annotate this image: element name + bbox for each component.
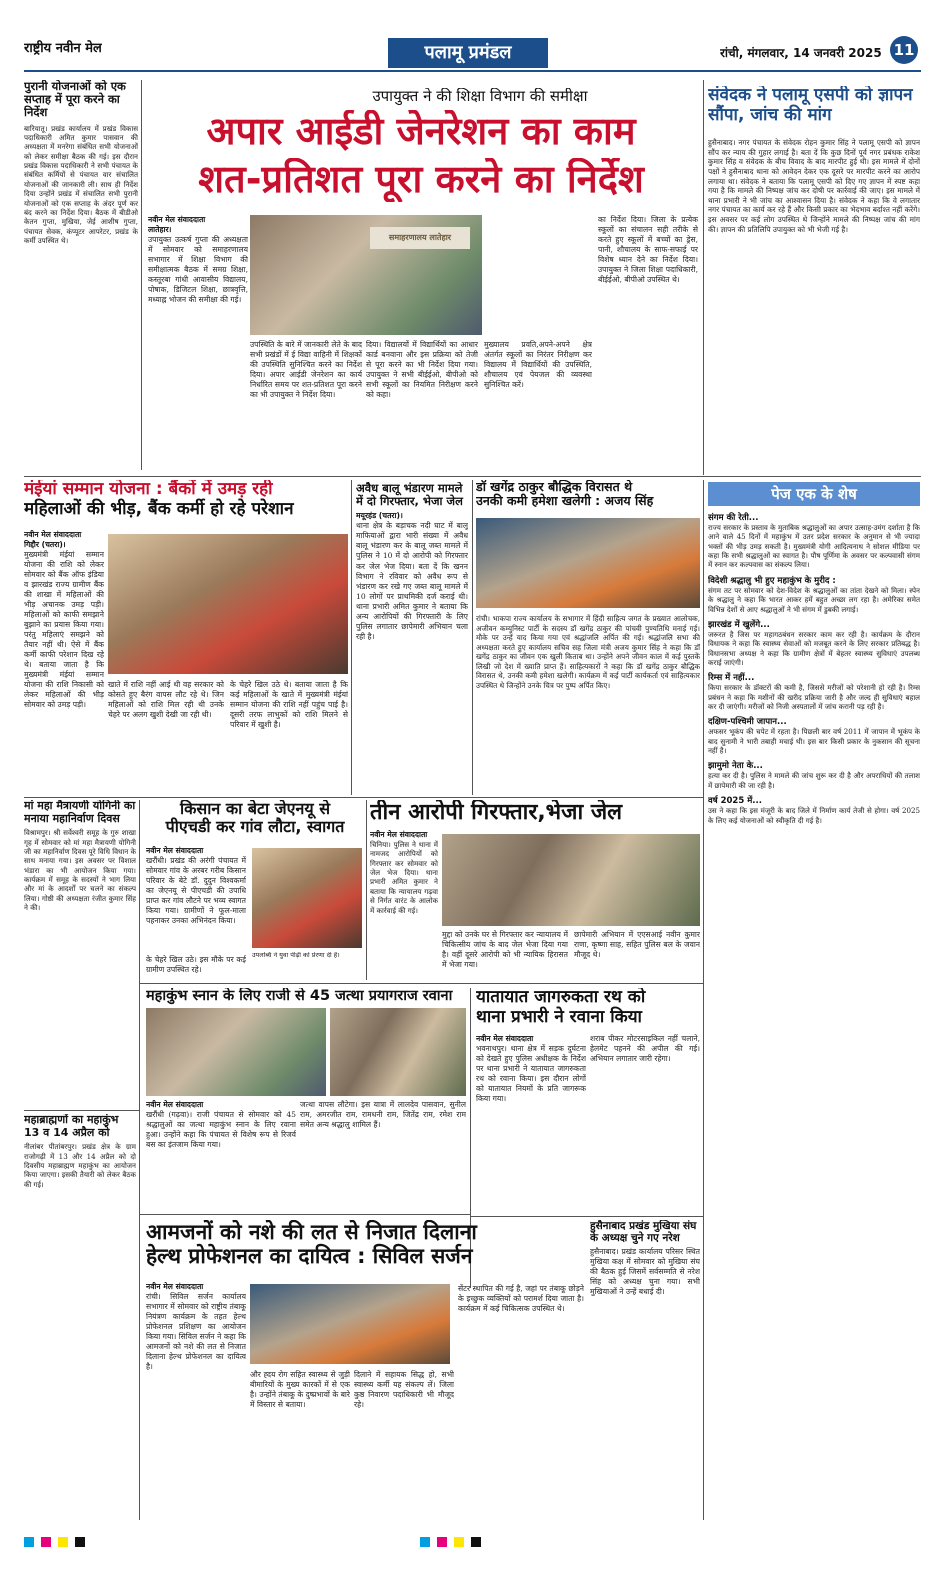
sidebar-item-body: उस ने कहा कि इस मंजूरी के बाद जिले में निर्माण कार्य तेजी से होगा। वर्ष 2025 के लिए कई योजनाओं को स्वीकृति दी गई है।: [708, 806, 920, 825]
matri-body: विश्रामपुर। श्री सर्वेश्वरी समूह के गुरु शाखा गृह में सोमवार को मां महा मैत्रायणी योगिनी जी का महानिर्वाण दिवस पूरे विधि विधान के साथ मनाया गया। इस अवसर पर विशाल भंडारा का भी आयोजन किया गया। कार्यक्रम में समूह के सदस्यों ने भाग लिया और मां के आदर्शों पर चलने का संकल्प लिया। गोष्ठी की अध्यक्षता रंजीत कुमार सिंह ने की।: [24, 828, 136, 913]
row-divider: [24, 797, 703, 798]
sidebar-item-body: हत्या कर दी है। पुलिस ने मामले की जांच शुरू कर दी है और अपराधियों की तलाश में छापेमारी की जा रही है।: [708, 771, 920, 790]
khagendra-body: रांची। भाकपा राज्य कार्यालय के सभागार में हिंदी साहित्य जगत के प्रख्यात आलोचक, अजीवन कम्युनिस्ट पार्टी के सदस्य डॉ खगेंद्र ठाकुर की पांचवी पुण्यतिथि मनाई गई। मौके पर उन्हें याद किया गया एवं श्रद्धांजलि अर्पित की गई। श्रद्धांजलि सभा की अध्यक्षता करते हुए कार्यालय सचिव सह जिला मंत्री अजय कुमार सिंह ने कहा कि डॉ खगेंद्र ठाकुर का जीवन एक खुली किताब था। उन्होंने अपने जीवन काल में कई पुस्तकें लिखी जो देश में ख्याति प्राप्त हैं। साहित्यकारों ने कहा कि डॉ खगेंद्र ठाकुर बौद्धिक विरासत थे, उनकी कमी हमेशा खलेगी। कार्यक्रम में कई पार्टी कार्यकर्ता एवं साहित्यकार उपस्थित थे जिन्होंने उनके चित्र पर पुष्प अर्पित किए।: [476, 614, 700, 690]
sidebar-item-title: झारखंड में खुलेंगे...: [708, 619, 770, 630]
road-headline-1: यातायात जागरुकता रथ को: [476, 988, 646, 1007]
maiyan-headline-1: मंईयां सम्मान योजना : बैंकों में उमड़ रही: [24, 480, 273, 499]
lead-kicker: उपायुक्त ने की शिक्षा विभाग की समीक्षा: [372, 88, 588, 105]
kisan-caption: उपलब्धि ने युवा पीढ़ी को प्रेरणा दी है।: [252, 952, 340, 959]
color-swatch-black: [471, 1537, 481, 1547]
kisan-photo: [252, 848, 362, 948]
road-body: भवनाथपुर। थाना क्षेत्र में सड़क दुर्घटना को देखते हुए पुलिस अधीक्षक के निर्देश पर थाना प्रभारी ने यातायात जागरुकता रथ को रवाना किया। इस दौरान लोगों को यातायात नियमों के प्रति जागरूक किया गया।: [476, 1044, 586, 1104]
maiyan-headline-2: महिलाओं की भीड़, बैंक कर्मी हो रहे परेशान: [24, 498, 294, 519]
khagendra-photo: [476, 518, 700, 608]
column-divider: [472, 480, 473, 795]
arrest-body-2: मुद्दा को उनके घर से गिरफ्तार कर न्यायालय में चिकित्सीय जांच के बाद जेल भेजा दिया गया है। वहीं दूसरे आरोपी को भी न्यायिक हिरासत में भेजा गया।: [442, 930, 568, 970]
sidebar-item-title: रिम्स में नहीं...: [708, 673, 755, 684]
husainabad-story: [590, 1220, 700, 1518]
arrest-byline: नवीन मेल संवाददाता: [370, 830, 428, 839]
sidebar-item-title: संगम की रेती...: [708, 513, 759, 523]
sand-dateline: मयूरहंड (चतरा)।: [356, 511, 403, 521]
sidebar-item: [708, 795, 920, 825]
lead-photo: [250, 215, 482, 335]
maiyan-dateline: गिद्दौर (चतरा)।: [24, 540, 66, 549]
sidebar-heading: पेज एक के शेष: [708, 482, 920, 506]
color-swatch-magenta: [437, 1537, 447, 1547]
color-swatch-black: [75, 1537, 85, 1547]
lead-col-1: [148, 215, 248, 470]
civil-body-3: दिलाने में सहायक सिद्ध हो, सभी स्वास्थ्य कर्मी यह संकल्प लें। जिला कुष्ठ निवारण पदाधिकारी भी मौजूद रहे।: [354, 1370, 454, 1410]
sidebar-item-body: किया सरकार के डॉक्टरों की कमी है, जिससे मरीजों को परेशानी हो रही है। रिम्स प्रबंधन ने कहा कि मशीनों की खरीद प्रक्रिया जारी है और जल्द ही सुविधाएं बहाल कर दी जाएंगी। मरीजों को निजी अस्पतालों में जांच करानी पड़ रही है।: [708, 683, 920, 712]
page-dateline: रांची, मंगलवार, 14 जनवरी 2025: [720, 46, 882, 60]
arrest-body-3: छापेमारी अभियान में एएसआई नवीन कुमार राणा, कृष्णा साह, सहित पुलिस बल के जवान मौजूद थे।: [574, 930, 700, 960]
sidebar-item-title: वर्ष 2025 में...: [708, 796, 762, 807]
lead-body-1: उपायुक्त उत्कर्ष गुप्ता की अध्यक्षता में सोमवार को समाहरणालय सभागार में शिक्षा विभाग की समीक्षात्मक बैठक में समग्र शिक्षा, कस्तूरबा गांधी आवासीय विद्यालय, पोषाक, डिजिटल शिक्षा, छात्रवृत्ति, मध्याह्न भोजन की समीक्षा की गई।: [148, 235, 248, 305]
kisan-headline-1: किसान का बेटा जेएनयू से: [179, 800, 331, 818]
color-swatch-yellow: [58, 1537, 68, 1547]
road-body-2: शराब पीकर मोटरसाइकिल नहीं चलाने, हेलमेट पहनने की अपील की गई। अभियान लगातार जारी रहेगा।: [590, 1034, 700, 1064]
row-divider: [24, 1110, 139, 1111]
row-divider: [140, 983, 703, 984]
kisan-byline: नवीन मेल संवाददाता: [146, 846, 204, 855]
lead-body-5: का निर्देश दिया। जिला के प्रत्येक स्कूलों का संचालन सही तरीके से करते हुए स्कूलों में बच्चों का ड्रेस, पानी, शौचालय के साफ-सफाई पर विशेष ध्यान देने का निर्देश दिया। उपायुक्त ने जिला शिक्षा पदाधिकारी, बीईईओ, बीपीओ उपस्थित थे।: [598, 215, 698, 285]
sidebar-item-title: दक्षिण-पश्चिमी जापान...: [708, 717, 787, 728]
row-divider: [140, 1214, 470, 1215]
kisan-body-2: के चेहरे खिल उठे। इस मौके पर कई ग्रामीण उपस्थित रहे।: [146, 955, 246, 975]
sidebar-item-body: राज्य सरकार के प्रस्ताव के मुताबिक श्रद्धालुओं का अपार उत्साह-उमंग दर्शाता है कि आने वाले 45 दिनों में महाकुंभ में उतर प्रदेश सरकार के अनुमान से भी ज्यादा भक्तों की भीड़ उमड़ सकती है। मुख्यमंत्री योगी आदित्यनाथ ने सोशल मीडिया पर कहा कि सभी श्रद्धालुओं का स्वागत है। पौष पूर्णिमा के अवसर पर कल्पवासी संगम में स्नान कर कल्पवास का संकल्प लिया।: [708, 523, 920, 570]
maiyan-story-headline: [24, 480, 364, 519]
maiyan-body-3: के चेहरे खिल उठे थे। बताया जाता है कि कई महिलाओं के खाते में मुख्यमंत्री मंईयां सम्मान योजना की राशि नहीं पहुंच पाई है। दूसरी तरफ लाभुकों को राशि मिलने से परिवार में खुशी है।: [230, 680, 348, 730]
column-divider: [141, 80, 142, 470]
mahabrahman-body: नीलांबर पीतांबरपुर। प्रखंड क्षेत्र के ग्राम राजोगढ़ी में 13 और 14 अप्रैल को दो दिवसीय महाब्राह्मण महाकुंभ का आयोजन किया जाएगा। इसकी तैयारी को लेकर बैठक की गई।: [24, 1142, 136, 1189]
left-story-body: बारियातू। प्रखंड कार्यालय में प्रखंड विकास पदाधिकारी अमित कुमार पासवान की अध्यक्षता में मनरेगा संबंधित सभी योजनाओं को लेकर समीक्षा बैठक की गई। इस दौरान प्रखंड विकास पदाधिकारी ने सभी पंचायत के संबंधित कर्मियों से पंचायत वार संचालित योजनाओं की जानकारी ली। साथ ही निर्देश दिया उन्होंने प्रखंड में संचालित सभी पुरानी योजनाओं को एक सप्ताह के अंदर पूर्ण कर बंद करने का निर्देश दिया। बैठक में बीडीओ केतन गुप्ता, मुखिया, जेई आशीष गुप्ता, पंचायत सेवक, कंप्यूटर आपरेटर, प्रखंड के कर्मी उपस्थित थे।: [24, 123, 138, 245]
lead-body-2: उपस्थिति के बारे में जानकारी लेते के बाद सभी प्रखंडों में ई विद्या वाहिनी में शिक्षकों की उपस्थिति सुनिश्चित करने का निर्देश दिया। अपार आईडी जेनरेशन का कार्य निर्धारित समय पर शत-प्रतिशत पूरा करने का भी उपायुक्त ने निर्देश दिया।: [250, 340, 362, 400]
kisan-body: खरौंधी। प्रखंड की अरंगी पंचायत में सोमवार गांव के अरबर गरीब किसान परिवार के बेटे डॉ. दुदुन विश्वकर्मा का जेएनयू से पीएचडी की उपाधि प्राप्त कर गांव लौटने पर भव्य स्वागत किया गया। ग्रामीणों ने फूल-माला पहनाकर उनका अभिनंदन किया।: [146, 856, 246, 926]
sidebar-item: [708, 575, 920, 614]
civil-body-4: सेंटर स्थापित की गई है, जहां पर तंबाकू छोड़ने के इच्छुक व्यक्तियों को परामर्श दिया जाता है। कार्यक्रम में कई चिकित्सक उपस्थित थे।: [458, 1284, 584, 1314]
kisan-story-headline: [150, 800, 360, 837]
husainabad-headline: हुसैनाबाद प्रखंड मुखिया संघ के अध्यक्ष चुने गए नरेश: [590, 1220, 697, 1245]
civil-headline-1: आमजनों को नशे की लत से निजात दिलाना: [146, 1220, 477, 1244]
lead-byline: नवीन मेल संवाददाता: [148, 215, 206, 224]
kumbh-headline: महाकुंभ स्नान के लिए राजी से 45 जत्था प्रयागराज रवाना: [146, 988, 453, 1004]
left-story-headline: पुरानी योजनाओं को एक सप्ताह में पूरा करने का निर्देश: [24, 80, 126, 120]
kumbh-body: खरौंधी (गढ़वा)। राजी पंचायत से सोमवार को 45 श्रद्धालुओं का जत्था महाकुंभ स्नान के लिए रवाना हुआ। उन्होंने कहा कि पंचायत से विशेष रूप से रिजर्व बस का इंतजाम किया गया।: [146, 1110, 296, 1150]
sand-body: थाना क्षेत्र के बड़ाचक नदी घाट में बालू माफियाओं द्वारा भारी संख्या में अवैध बालू भंडारण कर के बालू जब्त मामले में पुलिस ने 10 में दो आरोपी को गिरफ्तार कर जेल भेज दिया। बता दें कि खनन विभाग ने रविवार को अवैध रूप से भंडारण कर रखे गए जब्त बालू मामले में 10 लोगों पर प्राथमिकी दर्ज कराई थी। थाना प्रभारी अमित कुमार ने बताया कि अन्य आरोपियों की गिरफ्तारी के लिए पुलिस लगातार छापेमारी अभियान चला रही है।: [356, 521, 468, 641]
column-divider: [139, 800, 140, 1520]
kumbh-body-2: जत्था वापस लौटेगा। इस यात्रा में लालदेव पासवान, सुनील राम, अमरजीत राम, रामधनी राम, जितेंद्र राम, रमेश राम समेत अन्य श्रद्धालु शामिल हैं।: [300, 1100, 466, 1130]
page-number: 11: [890, 36, 918, 64]
kumbh-col-1: [146, 1100, 296, 1210]
masthead-brand: राष्ट्रीय नवीन मेल: [24, 41, 102, 56]
mahabrahman-story: [24, 1114, 136, 1514]
column-divider: [366, 800, 367, 980]
civil-headline-2: हेल्थ प्रोफेशनल का दायित्व : सिविल सर्जन: [146, 1244, 473, 1269]
kisan-headline-2: पीएचडी कर गांव लौटा, स्वागत: [165, 817, 345, 837]
khagendra-story-headline: [476, 480, 701, 509]
mahabrahman-headline: महाब्राह्मणों का महाकुंभ 13 व 14 अप्रैल को: [24, 1114, 119, 1139]
maiyan-col-1: [24, 530, 104, 800]
color-registration-bar-center: [420, 1532, 540, 1548]
khagendra-headline-1: डॉ खगेंद्र ठाकुर बौद्धिक विरासत थे: [476, 480, 633, 494]
column-divider: [703, 80, 704, 475]
kumbh-byline: नवीन मेल संवाददाता: [146, 1100, 204, 1109]
lead-headline-1: अपार आईडी जेनरेशन का काम: [206, 110, 636, 153]
matri-story: [24, 800, 136, 1110]
road-col-1: [476, 1034, 586, 1214]
civil-body-2: और ह्दय रोग सहित स्वास्थ्य से जुड़ी बीमारियों के मुख्य कारकों में से एक है। उन्होंने तंबाकू के दुष्प्रभावों के बारे में विस्तार से बताया।: [250, 1370, 350, 1410]
lead-body-3: दिया। विद्यालयों में विद्यार्थियों का आधार कार्ड बनवाना और इस प्रक्रिया को तेजी से पूरा करने का भी निर्देश दिया गया। उपायुक्त ने सभी बीईईओ, बीपीओ को सभी स्कूलों का नियमित निरीक्षण करने को कहा।: [366, 340, 478, 400]
right-top-headline: संवेदक ने पलामू एसपी को ज्ञापन सौंपा, जांच की मांग: [708, 86, 913, 125]
khagendra-headline-2: उनकी कमी हमेशा खलेगी : अजय सिंह: [476, 493, 654, 509]
color-swatch-cyan: [420, 1537, 430, 1547]
sidebar-item: [708, 672, 920, 711]
arrest-photo: [442, 834, 700, 926]
civil-col-1: [146, 1282, 246, 1518]
matri-headline: मां महा मैत्रायणी योगिनी का मनाया महानिर्वाण दिवस: [24, 800, 136, 825]
maiyan-photo: [108, 534, 348, 674]
column-divider: [351, 480, 352, 795]
column-divider: [703, 480, 704, 1520]
color-swatch-cyan: [24, 1537, 34, 1547]
road-headline-2: थाना प्रभारी ने रवाना किया: [476, 1006, 642, 1027]
sidebar-item-title: विदेशी श्रद्धालु भी हुए महाकुंभ के मुरीद :: [708, 575, 836, 586]
sidebar-item: [708, 760, 920, 790]
lead-headline-2: शत-प्रतिशत पूरा करने का निर्देश: [198, 158, 644, 201]
sidebar-item-body: जरूरत है जिस पर महागठबंधन सरकार काम कर रही है। कार्यक्रम के दौरान विधायक ने कहा कि स्वास्थ्य सेवाओं को मजबूत करने के लिए सरकार प्रतिबद्ध है। विधानसभा अध्यक्ष ने कहा कि ग्रामीण क्षेत्रों में बेहतर स्वास्थ्य सुविधाएं उपलब्ध कराई जाएंगी।: [708, 629, 920, 667]
arrest-body: चिनिया। पुलिस ने थाना में नामजद आरोपियों को गिरफ्तार कर सोमवार को जेल भेज दिया। थाना प्रभारी अमित कुमार ने बताया कि न्यायालय गढ़वा से निर्गत वारंट के आलोक में कार्रवाई की गई।: [370, 840, 438, 915]
arrest-col-1: [370, 830, 438, 980]
left-story: [24, 80, 138, 495]
maiyan-body: मुख्यमंत्री मंईयां सम्मान योजना की राशि को लेकर सोमवार को बैंक ऑफ इंडिया व झारखंड राज्य ग्रामीण बैंक की शाखा में महिलाओं की भीड़ अचानक उमड़ पड़ी। महिलाओं को काफी समझाने बुझाने का प्रयास किया गया। परंतु महिलाएं समझने को तैयार नहीं थी। ऐसे में बैंक कर्मी काफी परेशान दिख रहे थे। बताया जाता है कि मुख्यमंत्री मंईयां सम्मान योजना की राशि निकासी को लेकर महिलाओं की भीड़ सोमवार को उमड़ पड़ी।: [24, 550, 104, 710]
civil-body: रांची। सिविल सर्जन कार्यालय सभागार में सोमवार को राष्ट्रीय तंबाकू नियंत्रण कार्यक्रम के तहत हेल्थ प्रोफेशनल प्रशिक्षण का आयोजन किया गया। सिविल सर्जन ने कहा कि आमजनों को नशे की लत से निजात दिलाना हेल्थ प्रोफेशनल का दायित्व है।: [146, 1292, 246, 1372]
row-divider: [24, 476, 921, 477]
lead-dateline: लातेहार।: [148, 225, 172, 234]
road-story-headline: [476, 988, 701, 1027]
sidebar-item: [708, 512, 920, 570]
maiyan-body-2: खाते में राशि नहीं आई थी वह सरकार को कोसते हुए बैरंग वापस लौट रहे थे। जिन महिलाओं को राशि मिल रही थी उनके चेहरे पर अलग खुशी देखी जा रही थी।: [108, 680, 224, 720]
sidebar-item-body: संगम तट पर सोमवार को देश-विदेश के श्रद्धालुओं का तांता देखने को मिला। स्पेन के श्रद्धालु ने कहा कि भारत आकर हमें बहुत अच्छा लग रहा है। अमेरिका समेत विभिन्न देशों से आए श्रद्धालुओं ने भी संगम में डुबकी लगाई।: [708, 585, 920, 614]
kumbh-photo-2: [330, 1008, 466, 1096]
sidebar-item-title: झामुमो नेता के...: [708, 761, 763, 772]
arrest-headline: तीन आरोपी गिरफ्तार,भेजा जेल: [370, 800, 623, 825]
sidebar-item: [708, 619, 920, 667]
lead-photo-sign: समाहरणालय लातेहार: [370, 227, 470, 249]
row-divider: [470, 1216, 703, 1217]
color-swatch-magenta: [41, 1537, 51, 1547]
masthead-rule: [24, 70, 921, 72]
sand-headline: अवैध बालू भंडारण मामले में दो गिरफ्तार, भेजा जेल: [356, 482, 463, 509]
husainabad-body: हुसैनाबाद। प्रखंड कार्यालय परिसर स्थित मुखिया कक्ष में सोमवार को मुखिया संघ की बैठक हुई जिसमें सर्वसम्मति से नरेश सिंह को अध्यक्ष चुना गया। सभी मुखियाओं ने उन्हें बधाई दी।: [590, 1247, 700, 1297]
section-title: पलामू प्रमंडल: [388, 38, 548, 68]
color-swatch-yellow: [454, 1537, 464, 1547]
civil-photo: [250, 1284, 450, 1364]
sand-story: [356, 482, 468, 792]
right-top-body: हुसैनाबाद। नगर पंचायत के संवेदक रोहन कुमार सिंह ने पलामू एसपी को ज्ञापन सौंप कर न्याय की गुहार लगाई है। बता दें कि कुछ दिनों पूर्व नगर प्रबंधक राकेश कुमार सिंह व संवेदक के बीच विवाद के बाद मारपीट हुई थी। इस मामले में दोनों पक्षों ने हुसैनाबाद थाना को आवेदन देकर एक दूसरे पर मारपीट करने का आरोप लगाया था। संवेदक ने बताया कि पलामू एसपी को दिए गए ज्ञापन में स्पष्ट कहा गया है कि मामले की निष्पक्ष जांच कर दोषी पर कार्रवाई की जाए। इस मामले में थाना प्रभारी ने भी जांच का आश्वासन दिया है। संवेदक ने कहा कि वे लगातार नगर पंचायत का कार्य कर रहे हैं और किसी प्रकार का भेदभाव बर्दाश्त नहीं करेंगे। इस अवसर पर कई लोग उपस्थित थे जिन्होंने मामले की निष्पक्ष जांच की मांग की। ज्ञापन की प्रतिलिपि उपायुक्त को भी भेजी गई है।: [708, 138, 920, 234]
sidebar-items: [708, 512, 920, 1517]
kumbh-photo-1: [146, 1008, 326, 1096]
road-byline: नवीन मेल संवाददाता: [476, 1034, 534, 1043]
maiyan-byline: नवीन मेल संवाददाता: [24, 530, 82, 539]
sidebar-item-body: अफसर भूकंप की चपेट में रहता है। पिछली बार वर्ष 2011 में जापान में भूकंप के बाद सुनामी ने भारी तबाही मचाई थी। इस बार किसी प्रकार के नुकसान की सूचना नहीं है।: [708, 727, 920, 756]
sidebar-item: [708, 716, 920, 755]
civil-byline: नवीन मेल संवाददाता: [146, 1282, 204, 1291]
civil-story-headline: [146, 1220, 586, 1268]
lead-body-4: मुख्यालय प्रवति,अपने-अपने क्षेत्र अंतर्गत स्कूलों का निरंतर निरीक्षण कर विद्यालय में विद्यार्थियों की उपस्थिति, शौचालय एवं पेयजल की व्यवस्था सुनिश्चित करें।: [484, 340, 592, 390]
